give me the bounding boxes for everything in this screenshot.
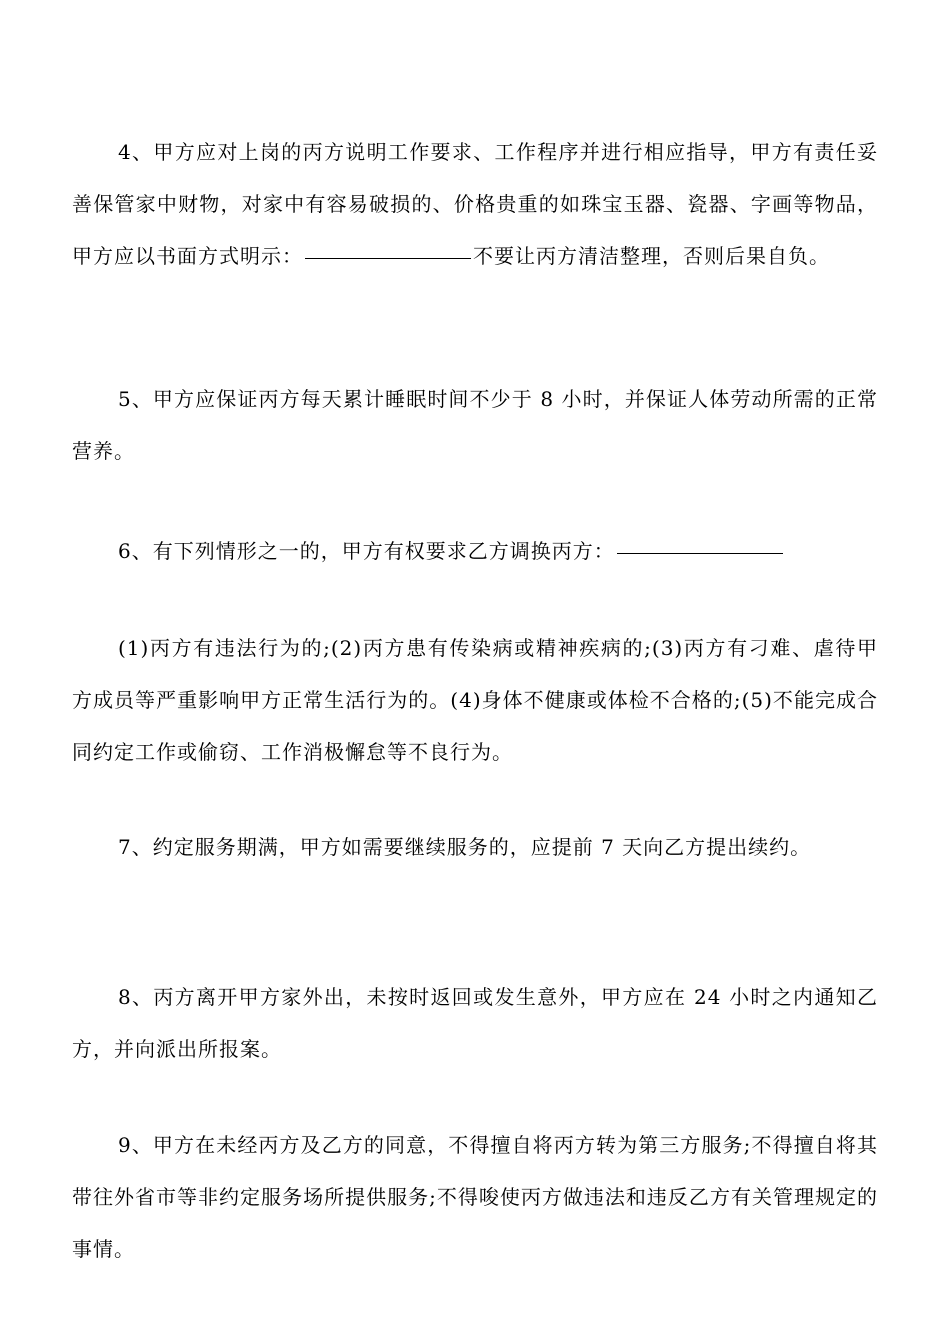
- clause-4-text-part2: 不要让丙方清洁整理，否则后果自负。: [473, 244, 830, 268]
- clause-9-text: 9、甲方在未经丙方及乙方的同意，不得擅自将丙方转为第三方服务;不得擅自将其带往外省市等非约定服务场所提供服务;不得唆使丙方做违法和违反乙方有关管理规定的事情。: [72, 1133, 878, 1261]
- clause-6-list-text: (1)丙方有违法行为的;(2)丙方患有传染病或精神疾病的;(3)丙方有刁难、虐待甲方成员等严重影响甲方正常生活行为的。(4)身体不健康或体检不合格的;(5)不能完成合同约定工作或偷窃、工作消极懈怠等不良行为。: [72, 636, 878, 764]
- clause-9: [72, 1119, 878, 1275]
- clause-6-text: 6、有下列情形之一的，甲方有权要求乙方调换丙方：: [118, 539, 615, 563]
- clause-5-text: 5、甲方应保证丙方每天累计睡眠时间不少于 8 小时，并保证人体劳动所需的正常营养。: [72, 387, 878, 463]
- clause-4-text-part1: 4、甲方应对上岗的丙方说明工作要求、工作程序并进行相应指导，甲方有责任妥善保管家中财物，对家中有容易破损的、价格贵重的如珠宝玉器、瓷器、字画等物品，甲方应以书面方式明示：: [72, 140, 878, 268]
- clause-7-text: 7、约定服务期满，甲方如需要继续服务的，应提前 7 天向乙方提出续约。: [118, 835, 812, 859]
- clause-6: [72, 525, 878, 577]
- clause-8-text: 8、丙方离开甲方家外出，未按时返回或发生意外，甲方应在 24 小时之内通知乙方，并向派出所报案。: [72, 985, 878, 1061]
- clause-7: [72, 821, 878, 873]
- fill-in-blank-line[interactable]: [305, 257, 471, 259]
- fill-in-blank-line[interactable]: [617, 552, 783, 554]
- clause-4: [72, 126, 878, 282]
- clause-8: [72, 971, 878, 1075]
- clause-6-list: [72, 622, 878, 778]
- clause-5: [72, 373, 878, 477]
